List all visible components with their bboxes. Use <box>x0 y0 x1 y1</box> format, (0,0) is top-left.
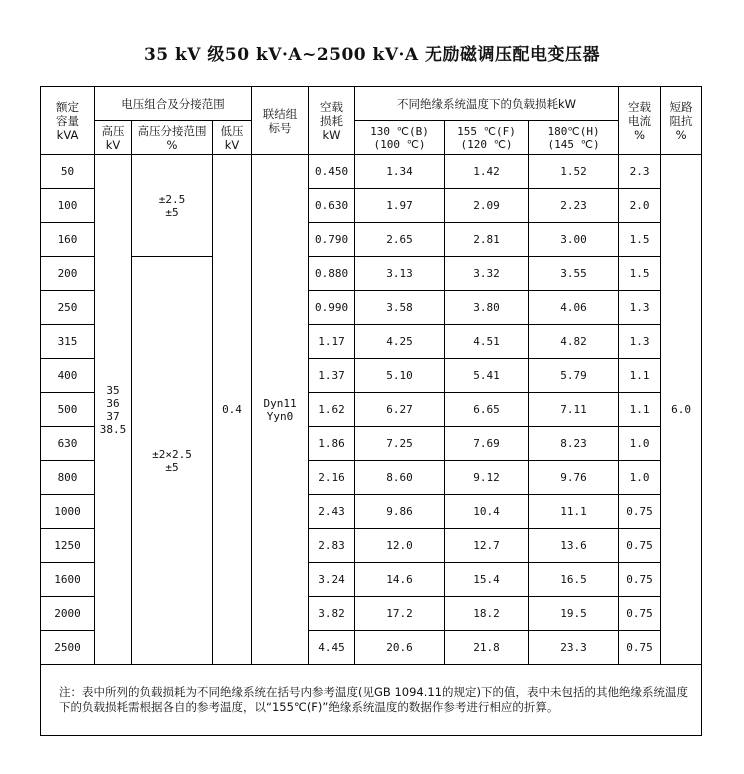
cell-loss-f: 5.41 <box>445 359 529 393</box>
cell-capacity: 2000 <box>41 597 95 631</box>
cell-capacity: 800 <box>41 461 95 495</box>
cell-no-load-loss: 2.43 <box>309 495 355 529</box>
cell-loss-b: 8.60 <box>355 461 445 495</box>
cell-capacity: 2500 <box>41 631 95 665</box>
cell-loss-h: 23.3 <box>529 631 619 665</box>
note-row <box>41 665 702 736</box>
table-row <box>41 155 702 189</box>
cell-loss-h: 4.82 <box>529 325 619 359</box>
header-row-2 <box>41 121 702 155</box>
cell-no-load-current: 0.75 <box>619 631 661 665</box>
cell-loss-b: 9.86 <box>355 495 445 529</box>
cell-loss-b: 7.25 <box>355 427 445 461</box>
header-lv: 低压 kV <box>213 121 252 155</box>
cell-capacity: 50 <box>41 155 95 189</box>
cell-no-load-current: 1.5 <box>619 257 661 291</box>
cell-loss-f: 12.7 <box>445 529 529 563</box>
cell-no-load-loss: 0.790 <box>309 223 355 257</box>
cell-loss-b: 3.58 <box>355 291 445 325</box>
cell-no-load-current: 2.0 <box>619 189 661 223</box>
header-impedance: 短路 阻抗 % <box>661 87 702 155</box>
header-loss-f: 155 ℃(F) (120 ℃) <box>445 121 529 155</box>
cell-no-load-loss: 0.990 <box>309 291 355 325</box>
cell-loss-b: 4.25 <box>355 325 445 359</box>
cell-loss-h: 16.5 <box>529 563 619 597</box>
cell-loss-f: 3.80 <box>445 291 529 325</box>
cell-capacity: 630 <box>41 427 95 461</box>
cell-capacity: 200 <box>41 257 95 291</box>
cell-loss-b: 3.13 <box>355 257 445 291</box>
cell-no-load-current: 0.75 <box>619 597 661 631</box>
cell-capacity: 250 <box>41 291 95 325</box>
cell-loss-f: 4.51 <box>445 325 529 359</box>
cell-capacity: 100 <box>41 189 95 223</box>
header-row-1 <box>41 87 702 121</box>
cell-no-load-current: 1.0 <box>619 427 661 461</box>
header-load-loss-group: 不同绝缘系统温度下的负载损耗kW <box>355 87 619 121</box>
cell-no-load-loss: 1.86 <box>309 427 355 461</box>
cell-no-load-loss: 2.83 <box>309 529 355 563</box>
cell-loss-h: 3.55 <box>529 257 619 291</box>
cell-no-load-loss: 0.450 <box>309 155 355 189</box>
cell-loss-f: 21.8 <box>445 631 529 665</box>
cell-loss-f: 10.4 <box>445 495 529 529</box>
cell-loss-f: 3.32 <box>445 257 529 291</box>
cell-no-load-current: 0.75 <box>619 563 661 597</box>
cell-loss-h: 7.11 <box>529 393 619 427</box>
transformer-spec-table <box>40 86 702 736</box>
cell-loss-b: 1.34 <box>355 155 445 189</box>
cell-no-load-current: 1.3 <box>619 291 661 325</box>
cell-tap-small: ±2.5 ±5 <box>132 155 213 257</box>
cell-no-load-loss: 4.45 <box>309 631 355 665</box>
cell-capacity: 1600 <box>41 563 95 597</box>
cell-no-load-current: 1.0 <box>619 461 661 495</box>
cell-no-load-current: 1.1 <box>619 359 661 393</box>
cell-loss-f: 15.4 <box>445 563 529 597</box>
header-hv: 高压 kV <box>95 121 132 155</box>
page-title: 35 kV 级50 kV·A~2500 kV·A 无励磁调压配电变压器 <box>143 45 601 65</box>
cell-no-load-current: 0.75 <box>619 529 661 563</box>
cell-loss-b: 17.2 <box>355 597 445 631</box>
cell-no-load-loss: 3.82 <box>309 597 355 631</box>
cell-capacity: 500 <box>41 393 95 427</box>
cell-no-load-loss: 0.630 <box>309 189 355 223</box>
cell-loss-f: 6.65 <box>445 393 529 427</box>
cell-no-load-current: 1.1 <box>619 393 661 427</box>
cell-loss-h: 11.1 <box>529 495 619 529</box>
cell-capacity: 1250 <box>41 529 95 563</box>
cell-loss-f: 9.12 <box>445 461 529 495</box>
cell-loss-f: 2.09 <box>445 189 529 223</box>
cell-capacity: 400 <box>41 359 95 393</box>
cell-loss-b: 6.27 <box>355 393 445 427</box>
cell-loss-b: 2.65 <box>355 223 445 257</box>
cell-loss-h: 2.23 <box>529 189 619 223</box>
cell-loss-b: 1.97 <box>355 189 445 223</box>
cell-capacity: 315 <box>41 325 95 359</box>
cell-loss-f: 7.69 <box>445 427 529 461</box>
cell-loss-b: 14.6 <box>355 563 445 597</box>
cell-loss-h: 4.06 <box>529 291 619 325</box>
cell-loss-h: 5.79 <box>529 359 619 393</box>
cell-no-load-current: 0.75 <box>619 495 661 529</box>
cell-loss-h: 3.00 <box>529 223 619 257</box>
header-vector-group: 联结组 标号 <box>252 87 309 155</box>
cell-loss-f: 2.81 <box>445 223 529 257</box>
table-row <box>41 257 702 291</box>
cell-no-load-loss: 1.37 <box>309 359 355 393</box>
cell-loss-h: 1.52 <box>529 155 619 189</box>
cell-loss-h: 19.5 <box>529 597 619 631</box>
header-loss-h: 180℃(H) (145 ℃) <box>529 121 619 155</box>
cell-no-load-loss: 3.24 <box>309 563 355 597</box>
cell-loss-b: 5.10 <box>355 359 445 393</box>
cell-loss-h: 9.76 <box>529 461 619 495</box>
cell-capacity: 1000 <box>41 495 95 529</box>
cell-no-load-loss: 0.880 <box>309 257 355 291</box>
cell-loss-f: 1.42 <box>445 155 529 189</box>
cell-loss-h: 8.23 <box>529 427 619 461</box>
cell-loss-h: 13.6 <box>529 529 619 563</box>
cell-hv-merged: 35 36 37 38.5 <box>95 155 132 665</box>
header-no-load-loss: 空载 损耗 kW <box>309 87 355 155</box>
header-capacity: 额定 容量 kVA <box>41 87 95 155</box>
header-loss-b: 130 ℃(B) (100 ℃) <box>355 121 445 155</box>
header-no-load-current: 空载 电流 % <box>619 87 661 155</box>
cell-no-load-current: 1.5 <box>619 223 661 257</box>
cell-lv-merged: 0.4 <box>213 155 252 665</box>
cell-loss-b: 12.0 <box>355 529 445 563</box>
table-note: 注：表中所列的负载损耗为不同绝缘系统在括号内参考温度(见GB 1094.11的规定)下的值，表中未包括的其他绝缘系统温度下的负载损耗需根据各自的参考温度，以“155℃(F)”绝缘系统温度的数据作参考进行相应的折算。 <box>41 665 702 736</box>
header-tap: 高压分接范围 % <box>132 121 213 155</box>
cell-no-load-current: 2.3 <box>619 155 661 189</box>
cell-no-load-loss: 2.16 <box>309 461 355 495</box>
cell-capacity: 160 <box>41 223 95 257</box>
cell-loss-f: 18.2 <box>445 597 529 631</box>
cell-impedance-merged: 6.0 <box>661 155 702 665</box>
cell-no-load-current: 1.3 <box>619 325 661 359</box>
cell-no-load-loss: 1.17 <box>309 325 355 359</box>
header-voltage-group: 电压组合及分接范围 <box>95 87 252 121</box>
cell-no-load-loss: 1.62 <box>309 393 355 427</box>
cell-vector-merged: Dyn11 Yyn0 <box>252 155 309 665</box>
cell-tap-large: ±2×2.5 ±5 <box>132 257 213 665</box>
cell-loss-b: 20.6 <box>355 631 445 665</box>
